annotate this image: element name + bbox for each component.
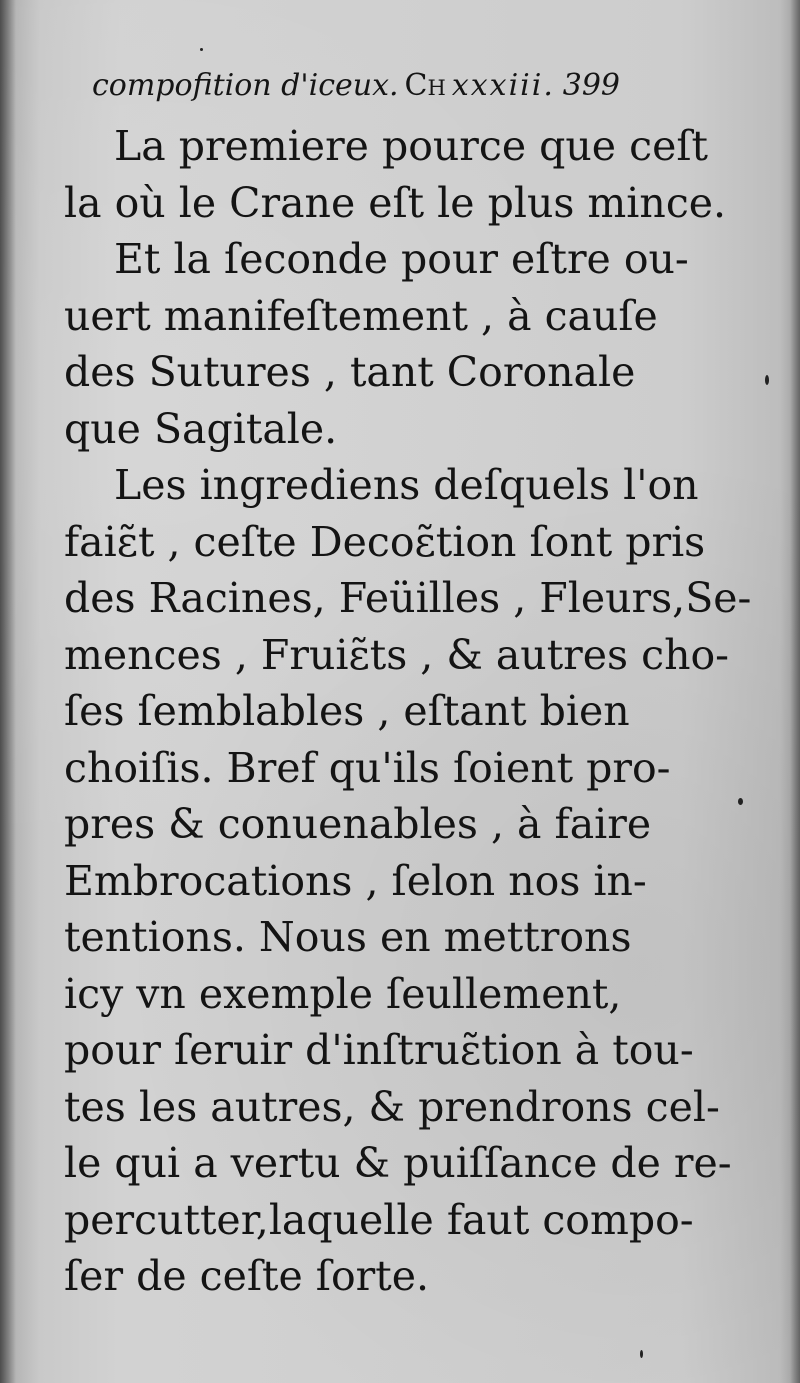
page-edge-shadow — [790, 0, 800, 1383]
text-line: pres & conuenables , à faire — [64, 800, 652, 848]
paragraph — [64, 231, 689, 457]
ink-speck — [640, 1350, 643, 1358]
page-gutter-shadow — [0, 0, 16, 1383]
text-line: choiſis. Bref qu'ils ſoient pro- — [64, 743, 671, 792]
text-line: la où le Crane eſt le plus mince. — [64, 178, 727, 227]
text-line: Et la ſeconde pour eſtre ou- — [114, 235, 689, 283]
text-line: Les ingrediens deſquels l'on — [114, 461, 699, 509]
text-line: le qui a vertu & puiſſance de re- — [64, 1139, 732, 1187]
text-line: percutter,laquelle faut compo- — [64, 1195, 694, 1244]
text-line: ſes ſemblables , eſtant bien — [64, 687, 630, 735]
ink-speck — [765, 375, 769, 385]
text-line: Embrocations , ſelon nos in- — [64, 856, 647, 905]
running-head-chapter-number: xxxiii. — [451, 68, 555, 103]
text-line: La premiere pource que ceſt — [114, 122, 708, 170]
running-head-title: compofition d'iceux. — [92, 68, 399, 103]
text-line: des Racines, Feüilles , Fleurs,Se- — [64, 574, 752, 622]
paragraph — [64, 457, 752, 1305]
text-line: ſer de ceſte ſorte. — [64, 1252, 430, 1300]
ink-speck — [738, 798, 743, 805]
text-line: tentions. Nous en mettrons — [64, 913, 632, 961]
running-head — [92, 68, 620, 116]
text-line: mences , Fruiɛ̃ts , & autres cho- — [64, 630, 730, 679]
page-number: 399 — [562, 68, 620, 103]
text-line: tes les autres, & prendrons cel- — [64, 1082, 720, 1131]
paragraph — [64, 118, 727, 231]
text-line: des Sutures , tant Coronale — [64, 348, 636, 396]
text-line: icy vn exemple ſeullement, — [64, 969, 622, 1018]
text-line: pour ſeruir d'inſtruɛ̃tion à tou- — [64, 1026, 694, 1074]
text-line: faiɛ̃t , ceſte Decoɛ̃tion ſont pris — [64, 517, 706, 566]
text-line: uert manifeſtement , à cauſe — [64, 291, 658, 340]
ink-speck — [200, 48, 203, 51]
body-text — [64, 118, 752, 1305]
running-head-chapter: Ch — [404, 68, 446, 103]
text-line: que Sagitale. — [64, 404, 338, 453]
